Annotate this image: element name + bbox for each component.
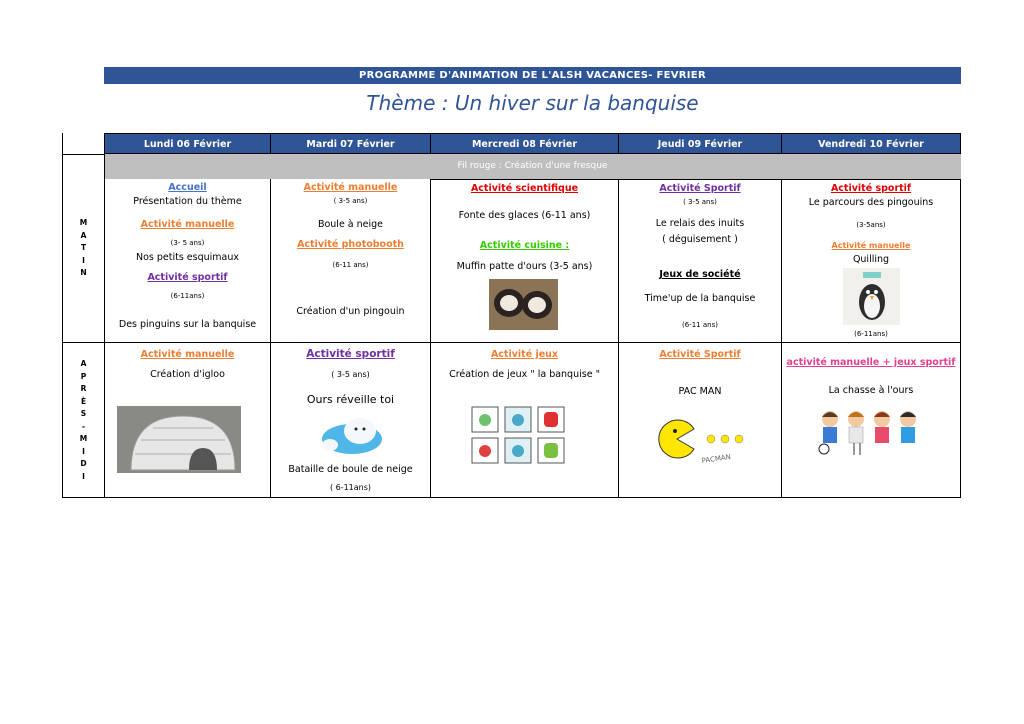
- activity-text: Bataille de boule de neige: [288, 464, 413, 475]
- activity-title: Activité cuisine :: [479, 240, 570, 251]
- cell-apres-midi-jeudi: [618, 342, 782, 498]
- pacman-image: [657, 419, 749, 469]
- side-letter: R: [80, 384, 87, 393]
- cell-apres-midi-lundi: [104, 342, 271, 498]
- activity-title: Activité Sportif: [659, 349, 741, 360]
- activity-text: Time'up de la banquise: [644, 293, 756, 304]
- activity-text: Création d'un pingouin: [296, 306, 405, 317]
- activity-title: Activité scientifique: [470, 183, 579, 194]
- activity-title: Activité manuelle: [140, 349, 235, 360]
- side-letter: A: [80, 230, 87, 240]
- side-letter: M: [79, 218, 88, 227]
- polar-bear-image: [316, 411, 388, 457]
- activity-title: Jeux de société: [659, 269, 741, 280]
- header-mercredi: Mercredi 08 Février: [430, 133, 619, 154]
- activity-title: activité manuelle + jeux sportif: [786, 357, 956, 368]
- activity-title: Activité photobooth: [297, 239, 404, 250]
- igloo-icon: [117, 406, 241, 473]
- side-letter: S: [80, 409, 87, 418]
- header-jeudi: Jeudi 09 Février: [618, 133, 782, 154]
- activity-text: Quilling: [852, 254, 890, 265]
- age-range: (6-11 ans): [682, 321, 718, 329]
- age-range: (6-11ans): [854, 330, 888, 338]
- program-banner: PROGRAMME D'ANIMATION DE L'ALSH VACANCES- FEVRIER: [104, 67, 961, 84]
- activity-text: Boule à neige: [317, 219, 384, 230]
- cell-matin-mercredi: [430, 179, 619, 343]
- muffin-photo: [489, 279, 558, 330]
- activity-text: ( déguisement ): [662, 234, 738, 245]
- activity-text: Des pinguins sur la banquise: [118, 319, 257, 330]
- side-letter: M: [79, 434, 88, 443]
- activity-text: Création de jeux " la banquise ": [449, 369, 600, 380]
- side-letter: I: [82, 446, 85, 456]
- activity-text: Fonte des glaces (6-11 ans): [458, 210, 591, 221]
- activity-text: PAC MAN: [678, 386, 722, 397]
- activity-text: Création d'igloo: [150, 369, 225, 380]
- side-letter: È: [80, 396, 87, 406]
- muffin-icon: [489, 279, 558, 330]
- cell-matin-jeudi: [618, 179, 782, 343]
- age-range: ( 3-5 ans): [331, 370, 370, 379]
- side-label-apres-midi: [62, 342, 105, 498]
- activity-text: La chasse à l'ours: [828, 385, 914, 396]
- activity-title: Activité Sportif: [659, 183, 741, 194]
- age-range: (6-11ans): [170, 292, 205, 300]
- side-letter: N: [80, 268, 87, 277]
- accueil-title: Accueil: [168, 182, 207, 193]
- cards-icon: [471, 406, 565, 464]
- side-letter: I: [82, 255, 85, 265]
- pacman-icon: [657, 419, 749, 469]
- kids-sports-image: [814, 407, 924, 457]
- age-range: ( 3-5 ans): [683, 198, 717, 206]
- activity-title: Activité sportif: [306, 348, 395, 360]
- cell-apres-midi-vendredi: [781, 342, 961, 498]
- header-mardi: Mardi 07 Février: [270, 133, 431, 154]
- side-label-matin: [62, 154, 105, 343]
- side-letter: I: [82, 471, 85, 481]
- header-lundi: Lundi 06 Février: [104, 133, 271, 154]
- side-letter: T: [80, 243, 87, 252]
- side-letter: A: [80, 359, 87, 368]
- age-range: (3-5ans): [856, 221, 886, 229]
- side-letter: P: [80, 371, 87, 381]
- fil-rouge-banner: Fil rouge : Création d'une fresque: [104, 154, 961, 179]
- pacman-label: PACMAN: [701, 452, 732, 465]
- activity-text: Muffin patte d'ours (3-5 ans): [456, 261, 593, 272]
- cell-apres-midi-mardi: [270, 342, 431, 498]
- activity-text: Ours réveille toi: [306, 393, 395, 406]
- penguin-icon: [843, 268, 900, 325]
- activity-title: Activité manuelle: [831, 241, 911, 250]
- age-range: ( 6-11ans): [329, 483, 372, 492]
- polar-bear-icon: [316, 411, 388, 457]
- cell-matin-mardi: [270, 179, 431, 343]
- corner-tick: [62, 133, 63, 155]
- page-title: Thème : Un hiver sur la banquise: [366, 91, 699, 115]
- cell-matin-lundi: [104, 179, 271, 343]
- quilling-photo: [843, 268, 900, 325]
- kids-sports-icon: [814, 407, 924, 457]
- memory-cards-image: [471, 406, 565, 464]
- age-range: (6-11 ans): [332, 261, 369, 269]
- side-letter: -: [81, 421, 86, 431]
- side-letter: D: [80, 459, 87, 468]
- activity-title: Activité manuelle: [303, 182, 398, 193]
- activity-text: Le parcours des pingouins: [808, 197, 934, 208]
- age-range: ( 3-5 ans): [333, 197, 368, 205]
- activity-title: Activité manuelle: [140, 219, 235, 230]
- cell-matin-vendredi: [781, 179, 961, 343]
- age-range: (3- 5 ans): [170, 239, 205, 247]
- presentation-text: Présentation du thème: [133, 196, 242, 207]
- activity-title: Activité jeux: [490, 349, 559, 360]
- igloo-photo: [117, 406, 241, 473]
- activity-title: Activité sportif: [147, 272, 228, 283]
- cell-apres-midi-mercredi: [430, 342, 619, 498]
- activity-text: Le relais des inuits: [655, 218, 745, 229]
- header-vendredi: Vendredi 10 Février: [781, 133, 961, 154]
- activity-title: Activité sportif: [830, 183, 912, 194]
- activity-text: Nos petits esquimaux: [135, 252, 240, 263]
